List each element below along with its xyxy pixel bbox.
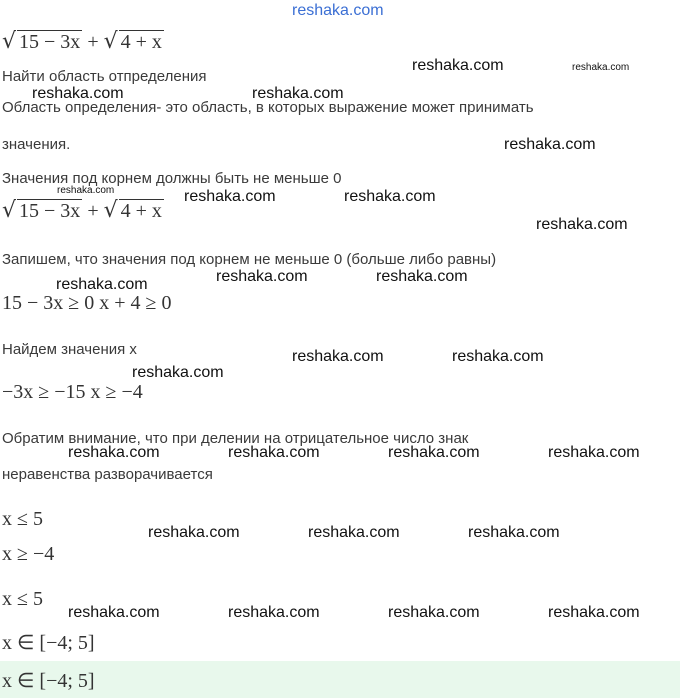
definition-line-2: значения. (2, 136, 71, 153)
watermark: reshaka.com (388, 604, 480, 621)
watermark: reshaka.com (548, 604, 640, 621)
expression-repeat (2, 198, 164, 223)
watermark: reshaka.com (252, 85, 344, 102)
find-domain-heading: Найти область отпределения (2, 68, 207, 85)
watermark: reshaka.com (228, 444, 320, 461)
interval-result: x ∈ [−4; 5] (2, 632, 95, 654)
watermark: reshaka.com (452, 348, 544, 365)
watermark: reshaka.com (504, 136, 596, 153)
note-line-1: Обратим внимание, что при делении на отрицательное число знак (2, 430, 469, 447)
x-le-5-repeat: x ≤ 5 (2, 588, 43, 610)
watermark: reshaka.com (184, 188, 276, 205)
watermark: reshaka.com (468, 524, 560, 541)
sqrt-symbol: √ (103, 198, 118, 223)
watermark: reshaka.com (548, 444, 640, 461)
watermark: reshaka.com (344, 188, 436, 205)
watermark: reshaka.com (292, 348, 384, 365)
watermark: reshaka.com (376, 268, 468, 285)
top-watermark: reshaka.com (292, 2, 384, 19)
watermark: reshaka.com (536, 216, 628, 233)
answer-highlight (0, 661, 680, 698)
sqrt-symbol: √ (2, 29, 17, 54)
sqrt-symbol: √ (103, 29, 118, 54)
watermark: reshaka.com (68, 604, 160, 621)
radicand-1: 15 − 3x (19, 200, 81, 222)
x-ge-minus-4: x ≥ −4 (2, 543, 55, 565)
watermark: reshaka.com (148, 524, 240, 541)
plus-sign: + (87, 200, 99, 222)
watermark: reshaka.com (132, 364, 224, 381)
watermark: reshaka.com (308, 524, 400, 541)
inequality-system-2: −3x ≥ −15 x ≥ −4 (2, 381, 143, 403)
find-x-text: Найдем значения x (2, 341, 137, 358)
x-le-5: x ≤ 5 (2, 508, 43, 530)
watermark: reshaka.com (32, 85, 124, 102)
inequality-system-1: 15 − 3x ≥ 0 x + 4 ≥ 0 (2, 292, 172, 314)
watermark: reshaka.com (228, 604, 320, 621)
under-root-text: Значения под корнем должны быть не меньше 0 (2, 170, 342, 187)
radicand-2: 4 + x (120, 200, 162, 222)
expression (2, 29, 164, 54)
plus-sign: + (87, 31, 99, 53)
radicand-2: 4 + x (120, 31, 162, 53)
watermark: reshaka.com (216, 268, 308, 285)
watermark: reshaka.com (412, 57, 504, 74)
definition-line-1: Область определения- это область, в которых выражение может принимать (2, 99, 534, 116)
watermark: reshaka.com (388, 444, 480, 461)
note-line-2: неравенства разворачивается (2, 466, 213, 483)
sqrt-symbol: √ (2, 198, 17, 223)
final-answer: x ∈ [−4; 5] (2, 670, 95, 692)
watermark: reshaka.com (57, 185, 115, 196)
watermark: reshaka.com (68, 444, 160, 461)
radicand-1: 15 − 3x (19, 31, 81, 53)
watermark: reshaka.com (572, 62, 630, 73)
write-text: Запишем, что значения под корнем не меньше 0 (больше либо равны) (2, 251, 497, 268)
watermark: reshaka.com (56, 276, 148, 293)
